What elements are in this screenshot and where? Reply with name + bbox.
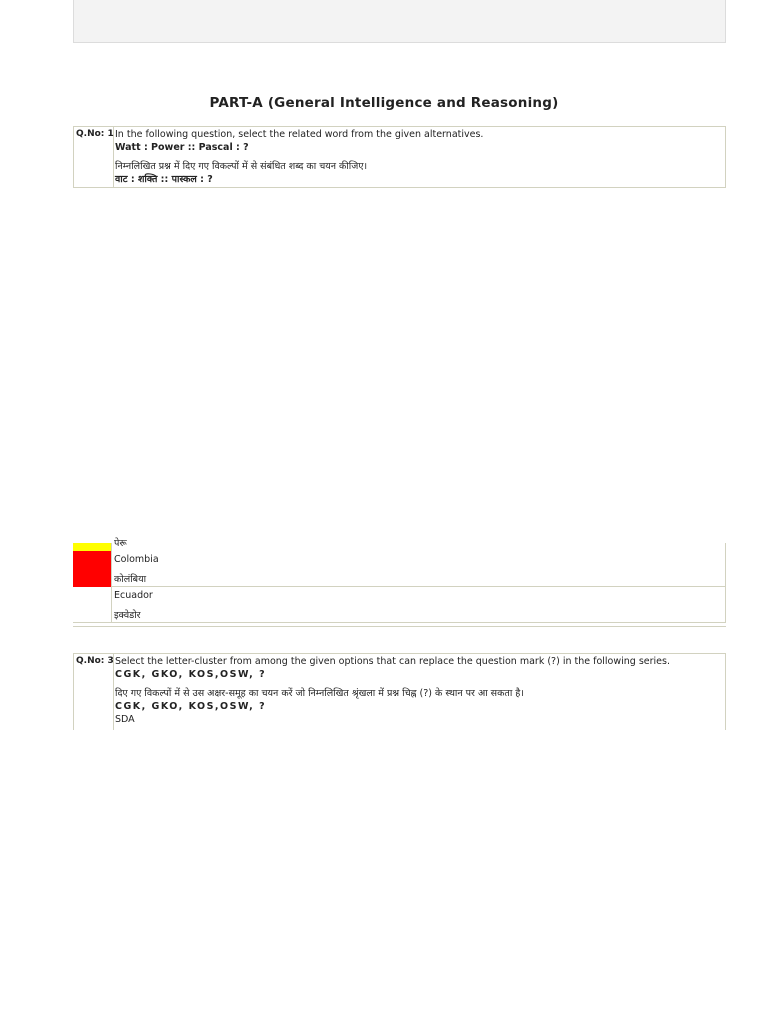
- option-row: [73, 538, 726, 587]
- question-series-hi: CGK, GKO, KOS,OSW, ?: [115, 701, 267, 712]
- divider: [73, 626, 726, 627]
- question-body: [115, 127, 725, 186]
- question-number: Q.No: 1: [74, 127, 114, 187]
- question-analogy-hi: वाट : शक्ति :: पास्कल : ?: [115, 174, 213, 185]
- option-b-hi: इक्वेडोर: [114, 610, 141, 621]
- question-text-hi: दिए गए विकल्पों में से उस अक्षर-समूह का चयन करें जो निम्नलिखित श्रृंखला में प्रश्न चिह्न (?) के स्थान पर आ सकता है।: [115, 688, 524, 699]
- question-1: [73, 126, 726, 188]
- option-marker: [73, 543, 112, 586]
- question-series-en: CGK, GKO, KOS,OSW, ?: [115, 669, 267, 680]
- question-3: [73, 653, 726, 730]
- option-first: SDA: [115, 714, 135, 725]
- correct-marker: [73, 543, 111, 551]
- question-text-hi: निम्नलिखित प्रश्न में दिए गए विकल्पों में से संबंधित शब्द का चयन कीजिए।: [115, 161, 368, 172]
- option-a-en: Colombia: [114, 554, 159, 565]
- question-body: [115, 654, 725, 726]
- question-number: Q.No: 3: [74, 654, 114, 730]
- question-text-en: In the following question, select the related word from the given alternatives.: [115, 129, 484, 140]
- option-row: [73, 587, 726, 623]
- question-text-en: Select the letter-cluster from among the given options that can replace the question mark (?) in the following series.: [115, 656, 670, 667]
- wrong-marker: [73, 551, 111, 587]
- option-a-hi: कोलंबिया: [114, 574, 147, 585]
- part-title: PART-A (General Intelligence and Reasoning): [209, 95, 559, 111]
- option-b-en: Ecuador: [114, 590, 153, 601]
- question-analogy-en: Watt : Power :: Pascal : ?: [115, 142, 249, 153]
- option-cut-text: पेरू: [114, 538, 127, 549]
- header-box: [73, 0, 726, 43]
- option-marker: [73, 587, 112, 622]
- options-block: [73, 538, 726, 628]
